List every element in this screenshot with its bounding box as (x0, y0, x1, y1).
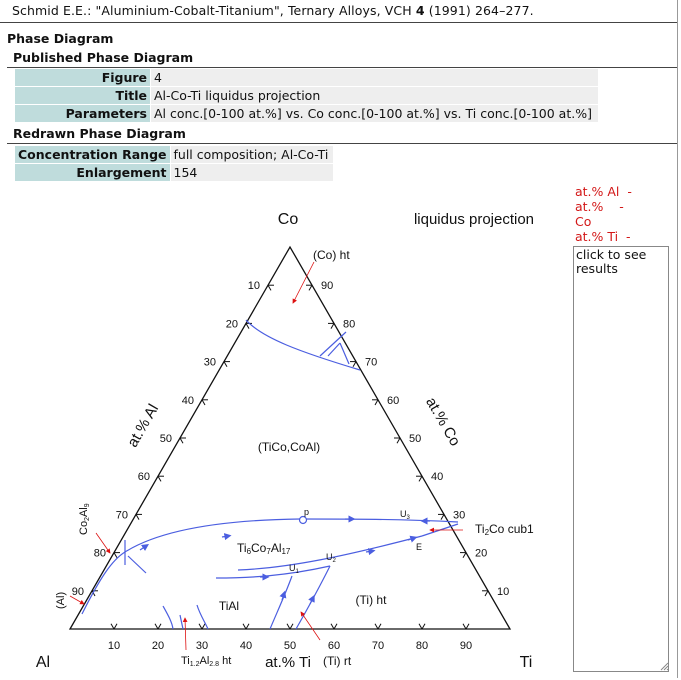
peritectic-point-p (300, 517, 307, 524)
table-row (15, 87, 598, 104)
ti-readout: at.% Ti - (575, 229, 631, 244)
citation-authors-title: Schmid E.E.: "Aluminium-Cobalt-Titanium", Ternary Alloys, VCH (12, 3, 416, 18)
ti-ht-label: (Ti) ht (355, 593, 387, 607)
citation-pages: (1991) 264–277. (424, 3, 534, 18)
figure-key: Figure (15, 69, 150, 86)
table-row (15, 164, 333, 181)
diagram-title: liquidus projection (413, 211, 535, 228)
bottom-tick-label: 50 (283, 640, 297, 652)
bottom-tick-label: 10 (107, 640, 121, 652)
resize-grip-icon[interactable] (659, 661, 669, 671)
ti6co7al17-label: Ti6Co7Al17 (237, 541, 291, 556)
table-row (15, 146, 333, 163)
co-ht-label: (Co) ht (313, 248, 350, 262)
right-tick-label: 10 (497, 585, 510, 598)
left-tick-label: 50 (159, 433, 172, 445)
right-tick-label: 60 (387, 394, 400, 407)
parameters-value: Al conc.[0-100 at.%] vs. Co conc.[0-100 at.%] vs. Ti conc.[0-100 at.%] (151, 105, 598, 122)
point-e-label: E (416, 542, 423, 552)
apex-al-label: Al (35, 654, 51, 671)
citation (12, 3, 534, 18)
redrawn-table (14, 145, 334, 182)
apex-ti-label: Ti (519, 654, 533, 671)
title-key: Title (15, 87, 150, 104)
concentration-range-value: full composition; Al-Co-Ti (171, 146, 333, 163)
title-value: Al-Co-Ti liquidus projection (151, 87, 598, 104)
axis-al-label: at.% Al (124, 401, 163, 451)
left-tick-label: 70 (115, 509, 128, 522)
left-tick-label: 90 (71, 585, 84, 598)
point-u2-label: $U_2$ (326, 552, 336, 564)
composition-readout (575, 184, 671, 244)
right-tick-label: 40 (431, 471, 444, 484)
left-tick-label: 20 (225, 318, 238, 331)
bottom-tick-label: 60 (327, 640, 341, 652)
enlargement-key: Enlargement (15, 164, 170, 181)
section-title: Phase Diagram (7, 31, 114, 46)
ti-rt-label: (Ti) rt (323, 654, 352, 668)
point-u1-label: $U_1$ (289, 563, 299, 575)
ternary-plot[interactable] (8, 181, 568, 677)
published-heading: Published Phase Diagram (13, 50, 194, 65)
ti12al28-label: Ti1.2Al2.8 ht (181, 655, 232, 668)
concentration-range-key: Concentration Range (15, 146, 170, 163)
redrawn-heading: Redrawn Phase Diagram (13, 126, 186, 141)
right-tick-label: 50 (409, 433, 422, 445)
divider (7, 143, 677, 144)
bottom-tick-label: 40 (239, 640, 253, 652)
axis-ti-label: at.% Ti (265, 654, 311, 671)
plot-background (8, 181, 568, 677)
table-row (15, 69, 598, 86)
left-tick-label: 60 (137, 471, 150, 484)
al-readout: at.% Al - (575, 184, 632, 199)
left-tick-label: 80 (93, 547, 106, 560)
table-row (15, 105, 598, 122)
right-tick-label: 80 (343, 318, 356, 331)
enlargement-value: 154 (171, 164, 333, 181)
parameters-key: Parameters (15, 105, 150, 122)
tico-coal-label: (TiCo,CoAl) (257, 440, 321, 454)
right-tick-label: 90 (321, 280, 334, 293)
point-p-label: p (304, 507, 310, 517)
point-u3-label: $U_3$ (400, 509, 410, 521)
axis-co-label: at.% Co (422, 394, 464, 450)
divider (0, 22, 677, 23)
window-edge (677, 0, 678, 678)
left-tick-label: 40 (181, 394, 194, 407)
phase-diagram[interactable] (8, 181, 568, 677)
published-table (14, 68, 599, 123)
bottom-tick-label: 20 (151, 640, 165, 652)
bottom-tick-label: 30 (195, 640, 209, 652)
right-tick-label: 30 (453, 509, 466, 522)
al-phase-label: (Al) (55, 591, 67, 609)
co-readout: at.% - Co (575, 199, 624, 229)
ti2co-label: Ti2Co cub1 (475, 522, 534, 537)
apex-co-label: Co (277, 211, 299, 228)
co2al9-label: Co2Al9 (78, 503, 91, 535)
left-tick-label: 10 (247, 280, 260, 293)
bottom-tick-label: 80 (415, 640, 429, 652)
results-textarea[interactable] (573, 246, 669, 672)
figure-value: 4 (151, 69, 598, 86)
tial-label: TiAl (218, 599, 240, 613)
right-tick-label: 70 (365, 356, 378, 369)
right-tick-label: 20 (475, 547, 488, 560)
bottom-tick-label: 90 (459, 640, 473, 652)
citation-volume: 4 (415, 3, 425, 18)
bottom-tick-label: 70 (371, 640, 385, 652)
left-tick-label: 30 (203, 356, 216, 369)
